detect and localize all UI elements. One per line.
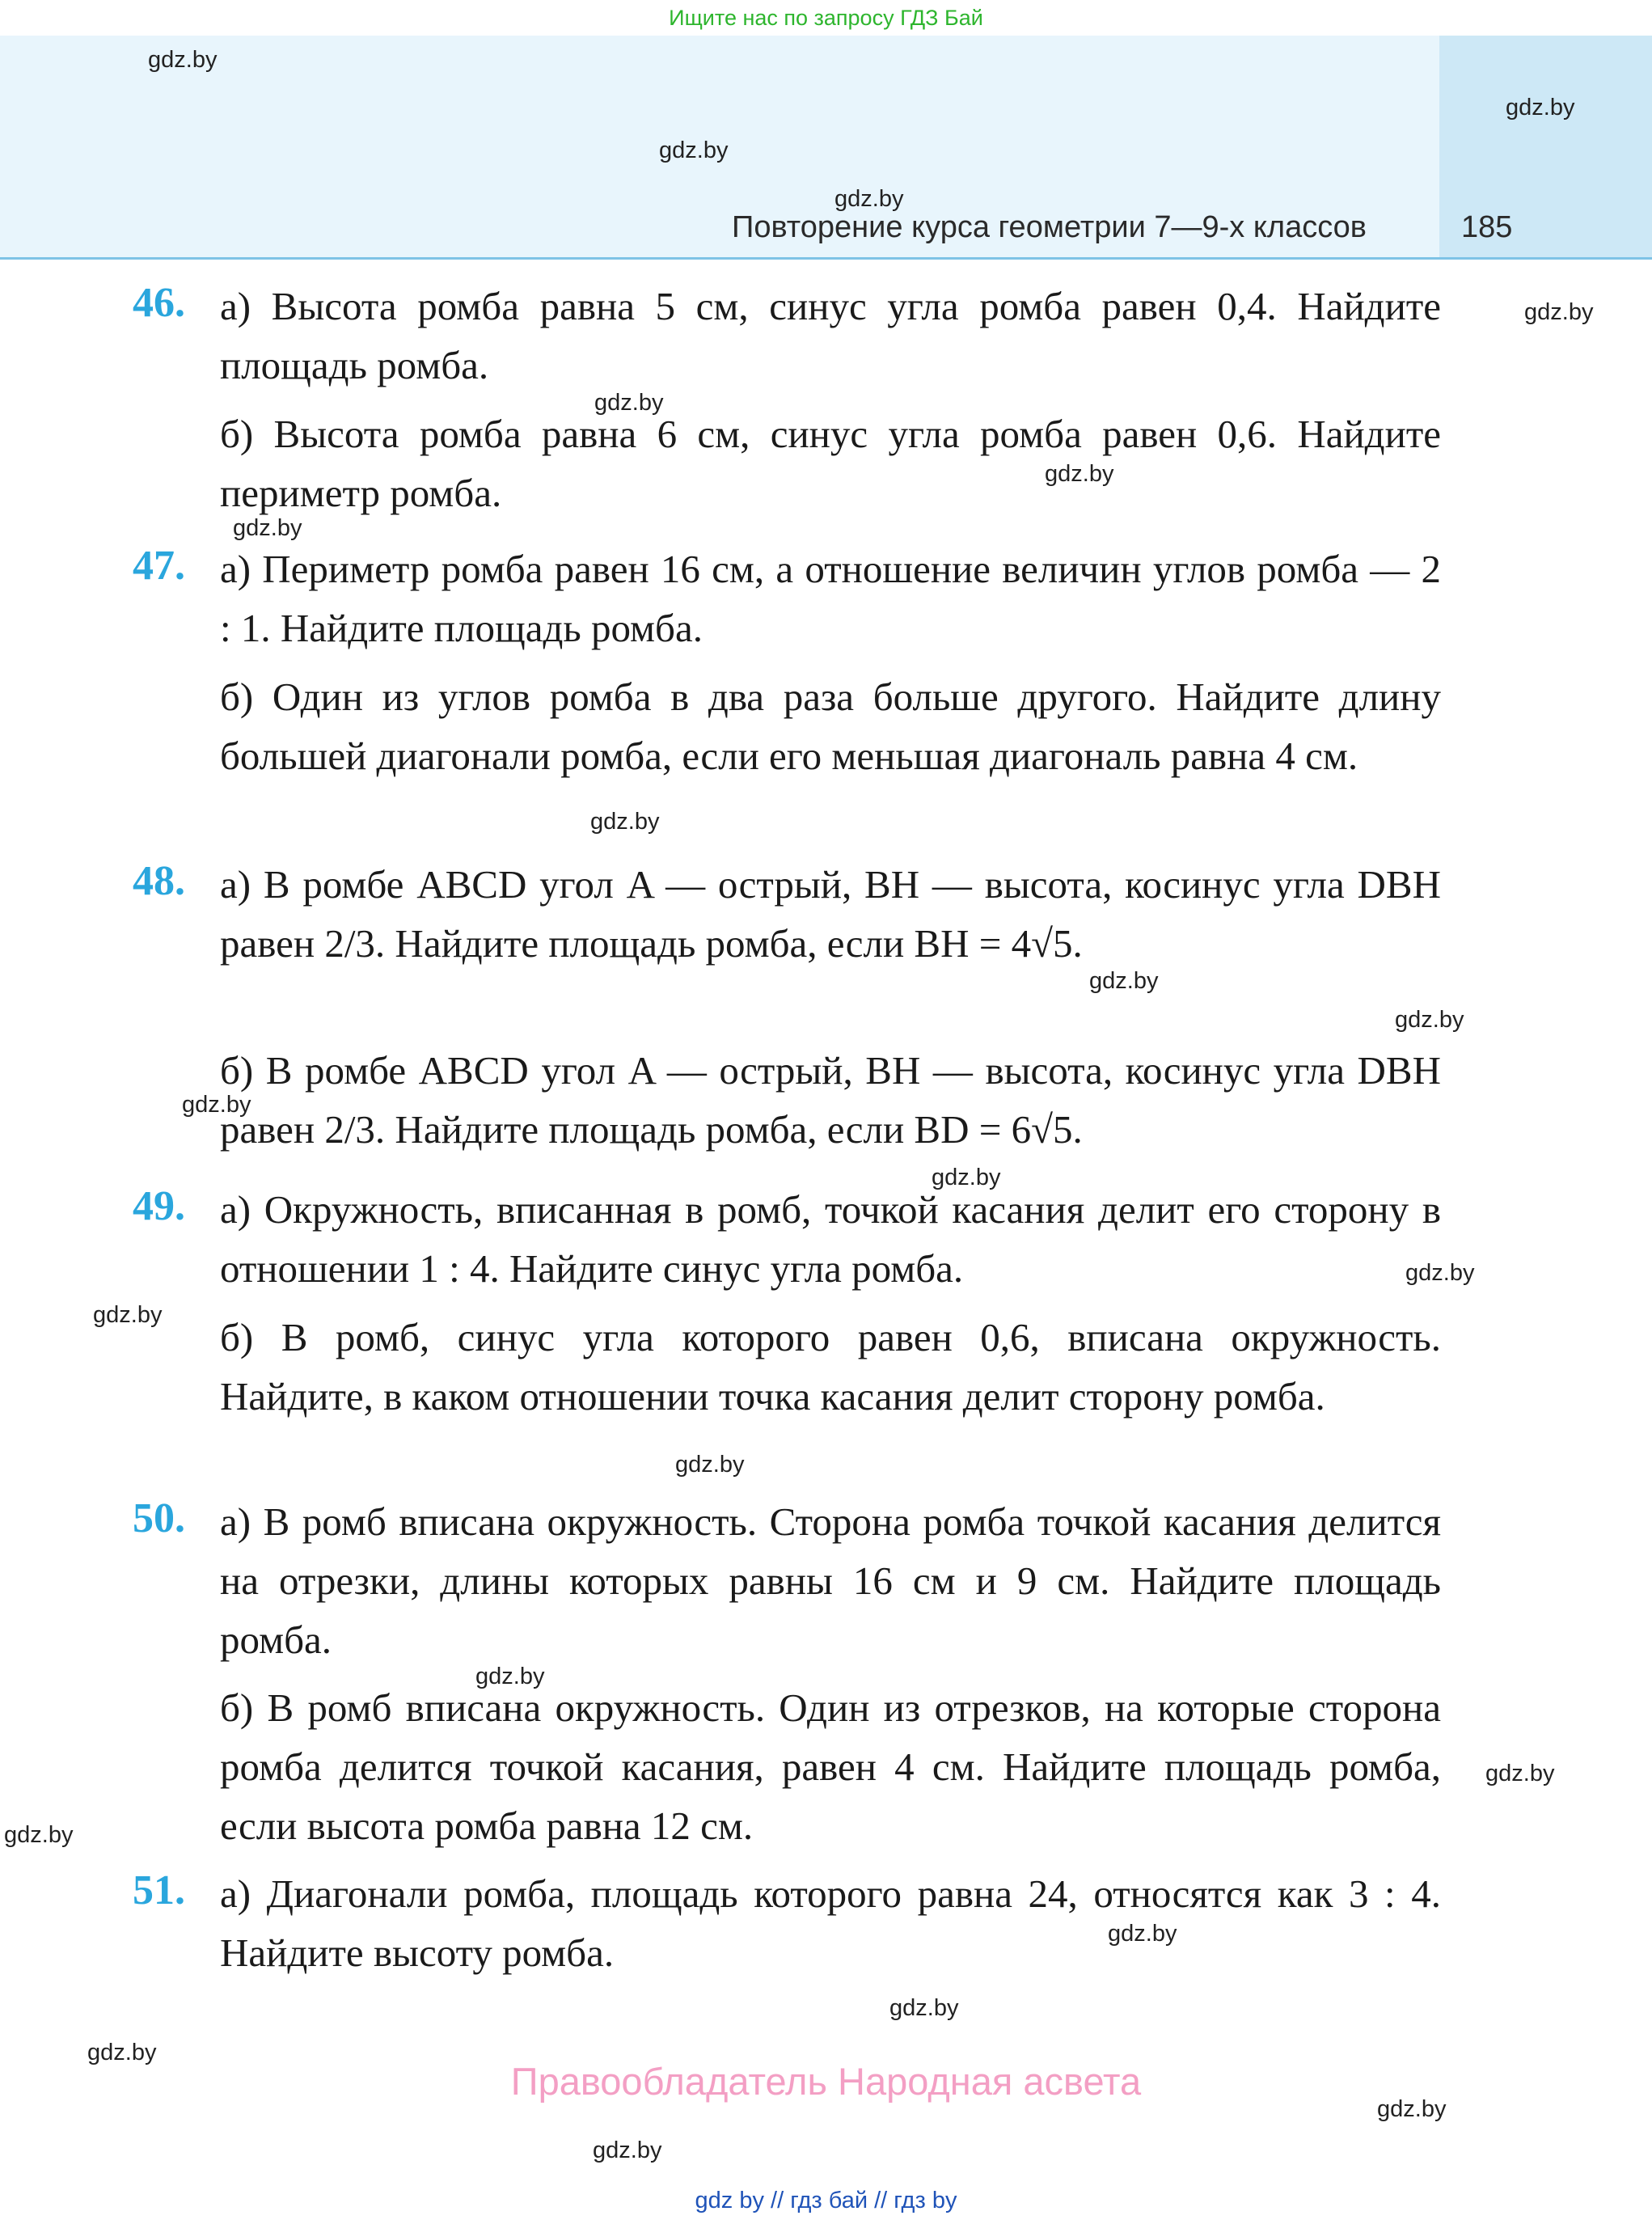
watermark: gdz.by — [475, 1664, 545, 1689]
watermark: gdz.by — [675, 1452, 745, 1478]
header-divider — [0, 257, 1652, 260]
watermark: gdz.by — [1506, 95, 1575, 121]
watermark: gdz.by — [1089, 968, 1159, 994]
watermark: gdz.by — [1405, 1260, 1475, 1286]
top-banner: Ищите нас по запросу ГДЗ Бай — [669, 6, 983, 30]
watermark: gdz.by — [182, 1092, 251, 1118]
watermark: gdz.by — [233, 515, 302, 541]
problem-part: б) В ромб вписана окружность. Один из отрезков, на которые сторона ромба делится точкой касания, равен 4 см. Найдите площадь ромба, если высота ромба равна 12 см. — [220, 1685, 1441, 1848]
problem-number: 46. — [133, 280, 185, 326]
watermark: gdz.by — [148, 47, 218, 73]
problem-part: б) В ромбе ABCD угол A — острый, BH — высота, косинус угла DBH равен 2/3. Найдите площадь ромба, если BD = 6√5. — [220, 1048, 1441, 1152]
rights-holder-note: Правообладатель Народная асвета — [510, 2060, 1142, 2103]
watermark: gdz.by — [834, 186, 904, 212]
problem-part: а) В ромбе ABCD угол A — острый, BH — высота, косинус угла DBH равен 2/3. Найдите площадь ромба, если BH = 4√5. — [220, 862, 1441, 966]
watermark: gdz.by — [1485, 1761, 1555, 1786]
watermark: gdz.by — [594, 390, 664, 416]
problem-part: б) В ромб, синус угла которого равен 0,6, вписана окружность. Найдите, в каком отношении точка касания делит сторону ромба. — [220, 1315, 1441, 1419]
watermark: gdz.by — [4, 1822, 74, 1848]
bottom-links[interactable]: gdz by // гдз бай // гдз by — [695, 2188, 957, 2213]
watermark: gdz.by — [93, 1302, 163, 1328]
problem-part: а) В ромб вписана окружность. Сторона ромба точкой касания делится на отрезки, длины которых равны 16 см и 9 см. Найдите площадь ромба. — [220, 1499, 1441, 1662]
page-number: 185 — [1461, 210, 1513, 244]
problem-part: а) Высота ромба равна 5 см, синус угла ромба равен 0,4. Найдите площадь ромба. — [220, 284, 1441, 387]
watermark: gdz.by — [889, 1995, 959, 2021]
problem-number: 50. — [133, 1495, 185, 1541]
watermark: gdz.by — [932, 1165, 1001, 1190]
problem-part: б) Один из углов ромба в два раза больше другого. Найдите длину большей диагонали ромба, если его меньшая диагональ равна 4 см. — [220, 674, 1441, 778]
problem-number: 47. — [133, 543, 185, 589]
watermark: gdz.by — [1377, 2096, 1447, 2122]
problem-part: а) Окружность, вписанная в ромб, точкой касания делит его сторону в отношении 1 : 4. Найдите синус угла ромба. — [220, 1187, 1441, 1291]
watermark: gdz.by — [593, 2137, 662, 2163]
problem-part: а) Периметр ромба равен 16 см, а отношение величин углов ромба — 2 : 1. Найдите площадь ромба. — [220, 547, 1441, 650]
watermark: gdz.by — [1395, 1007, 1464, 1033]
problem-part: б) Высота ромба равна 6 см, синус угла ромба равен 0,6. Найдите периметр ромба. — [220, 412, 1441, 515]
watermark: gdz.by — [659, 137, 729, 163]
problem-number: 51. — [133, 1867, 185, 1913]
watermark: gdz.by — [87, 2040, 157, 2065]
problem-number: 49. — [133, 1183, 185, 1229]
watermark: gdz.by — [1524, 299, 1594, 325]
watermark: gdz.by — [590, 809, 660, 835]
watermark: gdz.by — [1108, 1921, 1177, 1947]
watermark: gdz.by — [1045, 461, 1114, 487]
chapter-title: Повторение курса геометрии 7—9-х классов — [732, 210, 1367, 244]
problem-part: а) Диагонали ромба, площадь которого равна 24, относятся как 3 : 4. Найдите высоту ромба. — [220, 1871, 1441, 1975]
problem-number: 48. — [133, 858, 185, 904]
